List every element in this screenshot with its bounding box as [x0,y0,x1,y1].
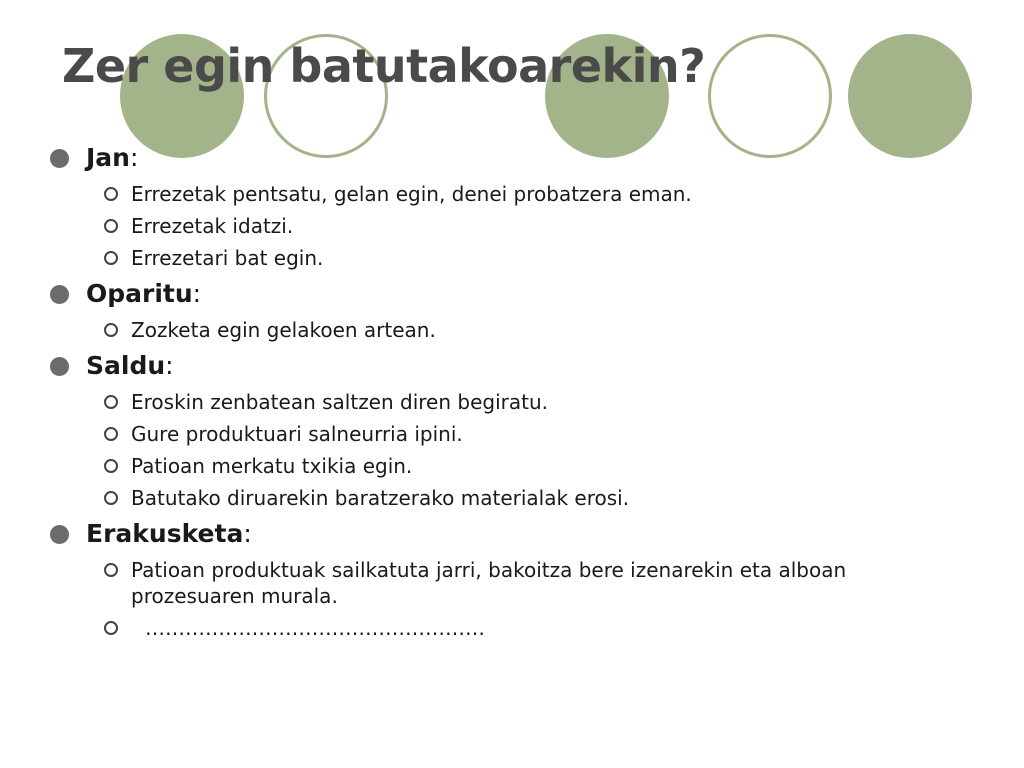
list-item-text: Errezetak pentsatu, gelan egin, denei probatzera eman. [131,182,692,206]
list-item [50,314,990,346]
list-item-text: Errezetak idatzi. [131,214,294,238]
list-item-text: Errezetari bat egin. [131,246,324,270]
section-oparitu [50,274,990,314]
section-suffix: : [165,351,174,380]
list-item-text: Zozketa egin gelakoen artean. [131,318,436,342]
list-item [50,418,990,450]
filled-bullet-icon [50,525,69,544]
section-term: Oparitu [86,279,193,308]
list-item-placeholder-dots: …………………………………………… [145,616,485,640]
slide-title: Zer egin batutakoarekin? [62,39,706,93]
list-item [50,386,990,418]
section-suffix: : [192,279,202,308]
section-saldu [50,346,990,386]
hollow-bullet-icon [104,187,118,201]
list-item [50,210,990,242]
hollow-bullet-icon [104,251,118,265]
section-term: Jan [86,143,130,172]
section-term: Erakusketa [86,519,244,548]
list-item-text: Batutako diruarekin baratzerako materialak erosi. [131,486,630,510]
list-item [50,178,990,210]
list-item-text: Patioan produktuak sailkatuta jarri, bakoitza bere izenarekin eta alboan prozesuaren murala. [131,558,847,608]
bullet-list [50,138,990,644]
filled-bullet-icon [50,149,69,168]
list-item [50,612,990,644]
section-suffix: : [129,143,139,172]
hollow-bullet-icon [104,395,118,409]
list-item [50,482,990,514]
list-item [50,554,990,612]
section-erakusketa [50,514,990,554]
list-item [50,450,990,482]
hollow-bullet-icon [104,491,118,505]
filled-bullet-icon [50,285,69,304]
hollow-bullet-icon [104,459,118,473]
hollow-bullet-icon [104,621,118,635]
hollow-bullet-icon [104,219,118,233]
list-item-text: Gure produktuari salneurria ipini. [131,422,463,446]
hollow-bullet-icon [104,323,118,337]
hollow-bullet-icon [104,563,118,577]
list-item [50,242,990,274]
filled-bullet-icon [50,357,69,376]
list-item-text: Eroskin zenbatean saltzen diren begiratu. [131,390,549,414]
section-term: Saldu [86,351,166,380]
list-item-text: Patioan merkatu txikia egin. [131,454,413,478]
section-jan [50,138,990,178]
section-suffix: : [243,519,252,548]
hollow-bullet-icon [104,427,118,441]
